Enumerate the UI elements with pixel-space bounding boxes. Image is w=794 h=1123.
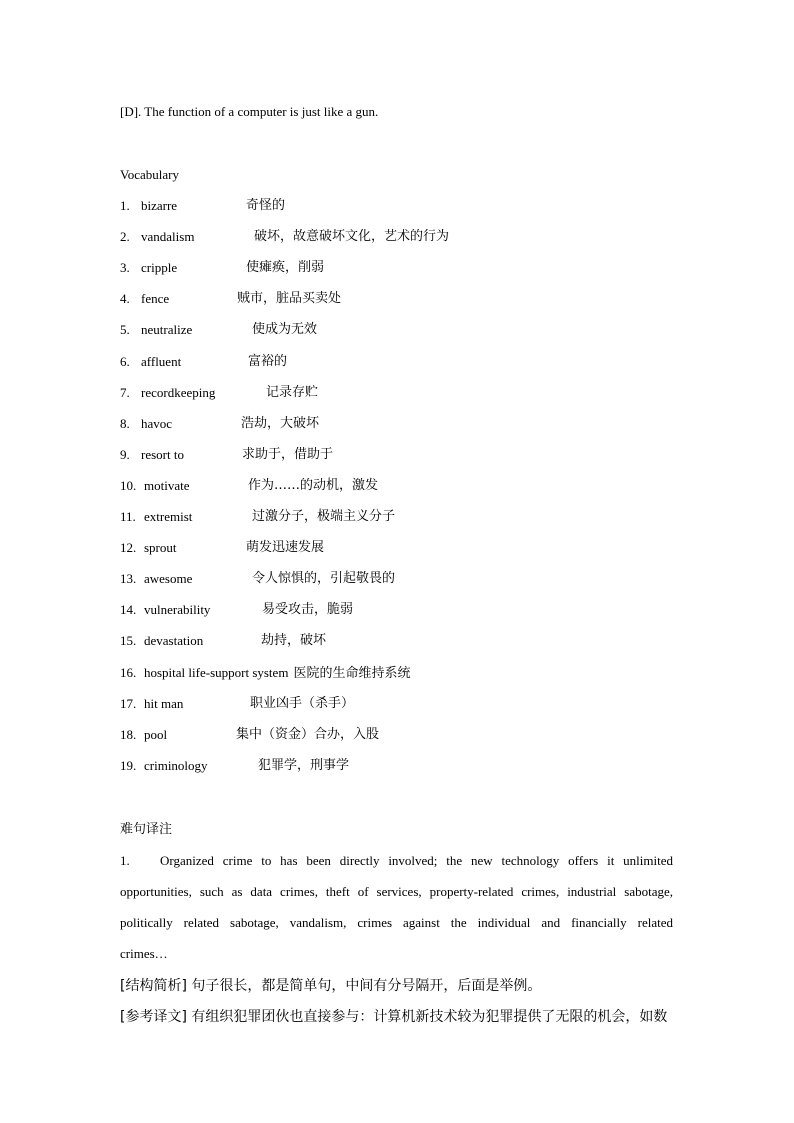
vocab-meaning: 易受攻击，脆弱: [262, 602, 354, 617]
vocab-number: 18.: [120, 727, 137, 742]
sentence-1-line-1: Organized crime to has been directly involved; the new technology offers it unlimited: [160, 853, 673, 868]
vocab-term: vulnerability: [144, 602, 211, 617]
vocab-term: extremist: [144, 509, 193, 524]
vocab-number: 9.: [120, 447, 130, 462]
translation-note: [参考译文] 有组织犯罪团伙也直接参与：计算机新技术较为犯罪提供了无限的机会，如数: [120, 1009, 668, 1025]
vocab-number: 13.: [120, 571, 137, 586]
sentence-1-line-4: crimes…: [120, 946, 168, 961]
vocab-meaning: 奇怪的: [246, 198, 286, 213]
vocab-number: 11.: [120, 509, 136, 524]
vocab-term: hit man: [144, 696, 184, 711]
vocab-number: 17.: [120, 696, 137, 711]
vocab-number: 2.: [120, 229, 130, 244]
vocab-meaning: 劫持，破坏: [261, 633, 327, 648]
vocab-item: [120, 291, 342, 307]
vocab-meaning: 令人惊惧的，引起敬畏的: [252, 571, 396, 586]
vocab-number: 8.: [120, 416, 130, 431]
vocab-meaning: 使瘫痪，削弱: [246, 260, 325, 275]
vocab-meaning: 求助于，借助于: [242, 447, 334, 462]
vocab-term: motivate: [144, 478, 190, 493]
vocab-meaning: 过激分子，极端主义分子: [252, 509, 396, 524]
vocab-number: 4.: [120, 291, 130, 306]
vocab-item: [120, 602, 354, 618]
vocab-meaning: 富裕的: [248, 354, 288, 369]
structure-note: [结构简析] 句子很长，都是简单句，中间有分号隔开，后面是举例。: [120, 978, 542, 994]
vocab-meaning: 职业凶手（杀手）: [250, 696, 355, 711]
vocab-number: 12.: [120, 540, 137, 555]
vocab-term: sprout: [144, 540, 177, 555]
vocab-item: [120, 416, 320, 432]
vocab-item: [120, 478, 379, 494]
vocab-item: [120, 447, 334, 463]
vocab-term: recordkeeping: [141, 385, 216, 400]
vocab-term: pool: [144, 727, 168, 742]
vocab-item: [120, 322, 318, 338]
sentence-1-number: 1.: [120, 853, 130, 868]
vocab-meaning: 贼市，脏品买卖处: [237, 291, 342, 306]
vocab-term: criminology: [144, 758, 208, 773]
sentence-1-line-3: politically related sabotage, vandalism, crimes against the individual and financially related: [120, 915, 673, 930]
vocab-term: devastation: [144, 633, 204, 648]
vocab-meaning: 浩劫，大破坏: [241, 416, 320, 431]
vocab-meaning: 集中（资金）合办，入股: [236, 727, 380, 742]
vocab-term: hospital life-support system: [144, 665, 289, 680]
vocab-item: [120, 540, 325, 556]
vocab-term: awesome: [144, 571, 193, 586]
vocab-term: havoc: [141, 416, 173, 431]
vocab-number: 3.: [120, 260, 130, 275]
vocab-term: affluent: [141, 354, 182, 369]
vocab-meaning: 作为……的动机，激发: [248, 478, 379, 493]
vocab-item: [120, 229, 450, 245]
vocabulary-heading: Vocabulary: [120, 167, 179, 182]
vocab-item: [120, 633, 327, 649]
vocab-number: 14.: [120, 602, 137, 617]
vocab-term: neutralize: [141, 322, 193, 337]
sentence-1-line-2: opportunities, such as data crimes, theft of services, property-related crimes, industrial sabotage,: [120, 884, 673, 899]
vocab-number: 5.: [120, 322, 130, 337]
vocab-term: cripple: [141, 260, 178, 275]
vocab-item: [120, 571, 396, 587]
vocab-meaning: 医院的生命维持系统: [293, 666, 411, 681]
vocab-term: fence: [141, 291, 170, 306]
vocab-meaning: 记录存贮: [266, 385, 319, 400]
vocab-item: [120, 385, 319, 401]
vocab-item: [120, 354, 288, 370]
difficult-sentences-heading: 难句译注: [120, 822, 173, 837]
vocab-number: 1.: [120, 198, 130, 213]
vocab-number: 16.: [120, 665, 137, 680]
vocab-number: 6.: [120, 354, 130, 369]
vocab-number: 10.: [120, 478, 137, 493]
vocab-item: [120, 260, 325, 276]
vocab-term: vandalism: [141, 229, 195, 244]
vocab-item: [120, 727, 380, 743]
vocab-number: 15.: [120, 633, 137, 648]
vocab-meaning: 犯罪学，刑事学: [258, 758, 350, 773]
vocab-item: [120, 696, 355, 712]
vocab-term: bizarre: [141, 198, 178, 213]
vocab-item: [120, 665, 410, 682]
vocab-meaning: 使成为无效: [252, 322, 318, 337]
vocab-item: [120, 758, 350, 774]
vocab-number: 19.: [120, 758, 137, 773]
vocab-meaning: 破坏，故意破坏文化，艺术的行为: [254, 229, 450, 244]
vocab-term: resort to: [141, 447, 184, 462]
vocab-meaning: 萌发迅速发展: [246, 540, 325, 555]
vocab-item: [120, 509, 396, 525]
vocab-item: [120, 198, 286, 214]
option-d: [D]. The function of a computer is just like a gun.: [120, 104, 379, 119]
vocab-number: 7.: [120, 385, 130, 400]
